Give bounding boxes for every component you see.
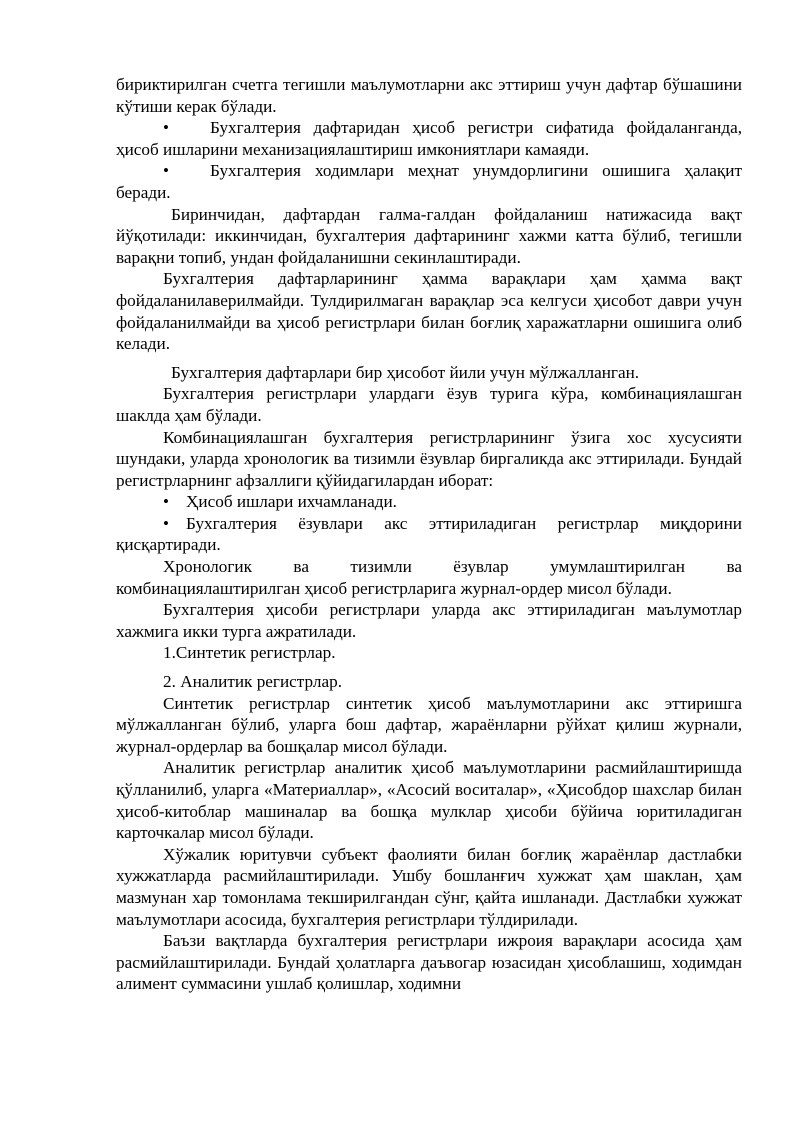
paragraph: Бухгалтерия ҳисоби регистрлари уларда акс эттириладиган маълумотлар хажмига икки турга ажратилади.: [116, 600, 742, 641]
paragraph: Хўжалик юритувчи субъект фаолияти билан боғлиқ жараёнлар дастлабки хужжатларда расмийлаштирилади. Ушбу бошланғич хужжат ҳам шаклан, ҳам мазмунан хар томонлама текширилгандан сўнг, қайта ишланади. Дастлабки хужжат маълумотлари асосида, бухгалтерия регистрлари тўлдирилади.: [116, 844, 742, 929]
document-body: [116, 74, 742, 995]
paragraph: 1.Синтетик регистрлар.: [163, 643, 336, 663]
bullet-icon: [163, 160, 210, 182]
bullet-item: [116, 160, 742, 203]
bullet-text: Бухгалтерия ходимлари меҳнат унумдорлигини ошишига ҳалақит беради.: [116, 161, 742, 202]
paragraph: Синтетик регистрлар синтетик ҳисоб маълумотларини акс эттиришга мўлжалланган бўлиб, уларга бош дафтар, жараёнларни рўйхат қилиш журнали, журнал-ордерлар ва бошқалар мисол бўлади.: [116, 693, 742, 756]
paragraph: Бухгалтерия дафтарлари бир ҳисобот йили учун мўлжалланган.: [171, 362, 640, 382]
bullet-item: [116, 117, 742, 160]
bullet-icon: [163, 117, 210, 139]
paragraph: Аналитик регистрлар аналитик ҳисоб маълумотларини расмийлаштиришда қўлланилиб, уларга «Материаллар», «Асосий воситалар», «Ҳисобдор шахслар билан ҳисоб-китоблар машиналар ва бошқа мулклар ҳисоби бўйича юритиладиган карточкалар мисол бўлади.: [116, 758, 742, 843]
paragraph: 2. Аналитик регистрлар.: [163, 672, 342, 692]
bullet-text: Ҳисоб ишлари ихчамланади.: [186, 492, 397, 512]
paragraph: Бухгалтерия дафтарларининг ҳамма варақлари ҳам ҳамма вақт фойдаланилаверилмайди. Тулдирилмаган варақлар эса келгуси ҳисобот даври учун фойдаланилмайди ва ҳисоб регистрлари билан боғлиқ харажатларни ошишига олиб келади.: [116, 269, 742, 354]
bullet-item: [116, 513, 742, 556]
bullet-icon: [163, 491, 186, 513]
paragraph: Биринчидан, дафтардан галма-галдан фойдаланиш натижасида вақт йўқотилади: иккинчидан, бухгалтерия дафтарининг хажми катта бўлиб, тегишли варақни топиб, ундан фойдаланишни секинлаштиради.: [116, 204, 742, 267]
paragraph: Хронологик ва тизимли ёзувлар умумлаштирилган ва комбинациялаштирилган ҳисоб регистрларига журнал-ордер мисол бўлади.: [116, 557, 742, 598]
paragraph: Комбинациялашган бухгалтерия регистрларининг ўзига хос хусусияти шундаки, уларда хронологик ва тизимли ёзувлар биргаликда акс эттирилади. Бундай регистрларнинг афзаллиги қўйидагилардан иборат:: [116, 427, 742, 490]
paragraph: Бухгалтерия регистрлари улардаги ёзув турига кўра, комбинациялашган шаклда ҳам бўлади.: [116, 384, 742, 425]
bullet-text: Бухгалтерия дафтаридан ҳисоб регистри сифатида фойдаланганда, ҳисоб ишларини механизациялаштириш имкониятлари камаяди.: [116, 118, 742, 159]
bullet-icon: [163, 513, 186, 535]
bullet-text: Бухгалтерия ёзувлари акс эттириладиган регистрлар миқдорини қисқартиради.: [116, 513, 742, 555]
paragraph: бириктирилган счетга тегишли маълумотларни акс эттириш учун дафтар бўшашини кўтиши керак бўлади.: [116, 75, 742, 116]
bullet-item: [116, 491, 742, 513]
paragraph: Баъзи вақтларда бухгалтерия регистрлари ижроия варақлари асосида ҳам расмийлаштирилади. Бундай ҳолатларга даъвогар юзасидан ҳисоблашиш, ходимдан алимент суммасини ушлаб қолишлар, ходимни: [116, 931, 742, 994]
